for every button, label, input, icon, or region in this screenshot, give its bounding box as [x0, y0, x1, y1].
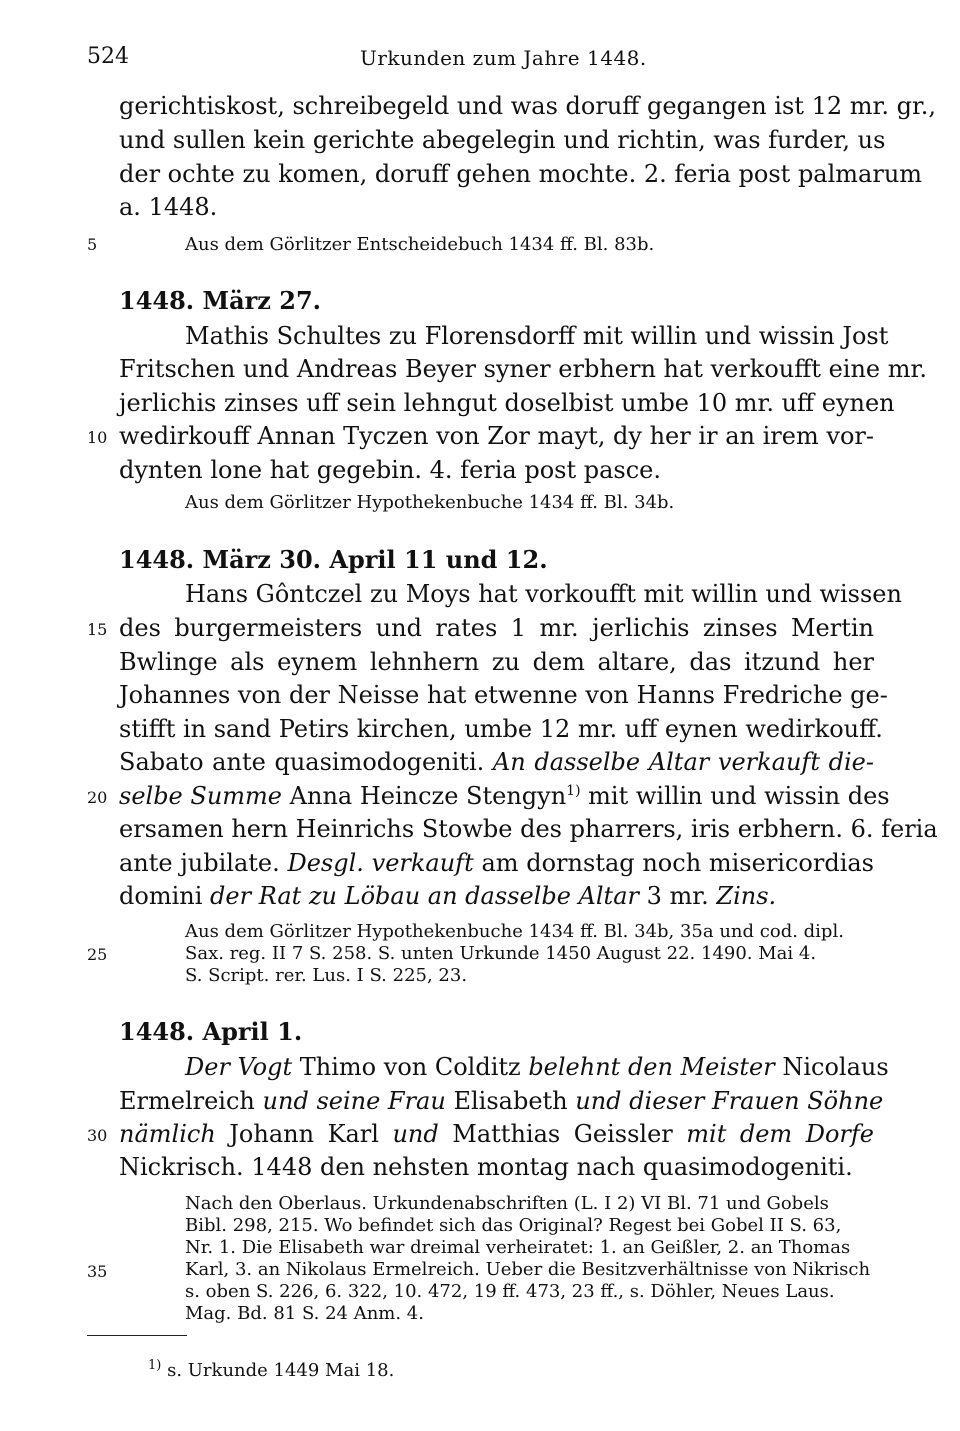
- line-number: 35: [87, 1262, 108, 1281]
- text-segment: nämlich: [119, 1120, 216, 1148]
- text-segment: Ermelreich: [119, 1087, 255, 1115]
- entry-heading: 1448. April 1.: [119, 1017, 303, 1046]
- text-segment: mit willin und wissin des: [588, 782, 890, 810]
- text-segment: Anna Heincze Stengyn: [289, 782, 567, 810]
- text-line: jerlichis zinses uff sein lehngut doselbist umbe 10 mr. uff eynen: [119, 389, 895, 417]
- text-segment: Thimo von Colditz: [299, 1053, 521, 1081]
- text-segment: 3 mr.: [646, 882, 709, 910]
- text-line: Hans Gôntczel zu Moys hat vorkoufft mit willin und wissen: [185, 580, 902, 608]
- text-segment: und: [392, 1120, 439, 1148]
- text-segment: Zins.: [716, 882, 777, 910]
- text-line: Fritschen und Andreas Beyer syner erbhern hat verkoufft eine mr.: [119, 355, 927, 383]
- text-segment: Sabato ante quasimodogeniti.: [119, 748, 485, 776]
- text-line: Johannes von der Neisse hat etwenne von Hanns Fredriche ge-: [119, 681, 888, 709]
- text-segment: und seine Frau: [262, 1087, 446, 1115]
- text-segment: belehnt den Meister: [528, 1053, 775, 1081]
- text-segment: Johann Karl: [229, 1120, 379, 1148]
- text-line: des burgermeisters und rates 1 mr. jerlichis zinses Mertin: [119, 614, 874, 642]
- entry-heading: 1448. März 30. April 11 und 12.: [119, 545, 548, 574]
- line-number: 5: [87, 235, 98, 254]
- text-segment: Der Vogt: [185, 1053, 293, 1081]
- source-note: Aus dem Görlitzer Entscheidebuch 1434 ff. Bl. 83b.: [185, 234, 655, 255]
- text-segment: und dieser Frauen Söhne: [575, 1087, 884, 1115]
- line-number: 15: [87, 620, 108, 639]
- text-line: Bwlinge als eynem lehnhern zu dem altare, das itzund her: [119, 648, 874, 676]
- line-number: 30: [87, 1126, 108, 1145]
- text-line: [119, 882, 874, 910]
- footnote: [148, 1358, 394, 1381]
- source-note: S. Script. rer. Lus. I S. 225, 23.: [185, 965, 468, 986]
- text-segment: am dornstag noch misericordias: [481, 849, 875, 877]
- running-title: Urkunden zum Jahre 1448.: [360, 46, 647, 70]
- text-line: [119, 782, 890, 810]
- footnote-marker: 1): [148, 1358, 162, 1373]
- line-number: 10: [87, 428, 108, 447]
- text-line: [119, 748, 874, 776]
- text-segment: Desgl. verkauft: [287, 849, 474, 877]
- source-note: Bibl. 298, 215. Wo befindet sich das Original? Regest bei Gobel II S. 63,: [185, 1215, 842, 1236]
- text-segment: An dasselbe Altar verkauft die-: [492, 748, 874, 776]
- source-note: Aus dem Görlitzer Hypothekenbuche 1434 ff. Bl. 34b, 35a und cod. dipl.: [185, 921, 844, 942]
- text-segment: der Rat zu Löbau an dasselbe Altar: [210, 882, 639, 910]
- source-note: Sax. reg. II 7 S. 258. S. unten Urkunde 1450 August 22. 1490. Mai 4.: [185, 943, 817, 964]
- text-segment: selbe Summe: [119, 782, 283, 810]
- text-line: [119, 1087, 884, 1115]
- text-line: gerichtiskost, schreibegeld und was doruff gegangen ist 12 mr. gr.,: [119, 92, 937, 120]
- text-line: wedirkouff Annan Tyczen von Zor mayt, dy her ir an irem vor-: [119, 422, 874, 450]
- text-line: ersamen hern Heinrichs Stowbe des pharrers, iris erbhern. 6. feria: [119, 815, 938, 843]
- text-line: [185, 1053, 889, 1081]
- text-line: a. 1448.: [119, 193, 218, 221]
- source-note: Karl, 3. an Nikolaus Ermelreich. Ueber die Besitzverhältnisse von Nikrisch: [185, 1259, 871, 1280]
- footnote-text: s. Urkunde 1449 Mai 18.: [167, 1360, 395, 1381]
- text-line: dynten lone hat gegebin. 4. feria post pasce.: [119, 456, 662, 484]
- text-line: stifft in sand Petirs kirchen, umbe 12 mr. uff eynen wedirkouff.: [119, 715, 883, 743]
- text-line: [119, 1120, 874, 1148]
- source-note: Nr. 1. Die Elisabeth war dreimal verheiratet: 1. an Geißler, 2. an Thomas: [185, 1237, 851, 1258]
- line-number: 25: [87, 945, 108, 964]
- text-line: Mathis Schultes zu Florensdorff mit willin und wissin Jost: [185, 322, 889, 350]
- source-note: s. oben S. 226, 6. 322, 10. 472, 19 ff. 473, 23 ff., s. Döhler, Neues Laus.: [185, 1281, 835, 1302]
- text-segment: domini: [119, 882, 203, 910]
- line-number: 20: [87, 788, 108, 807]
- source-note: Nach den Oberlaus. Urkundenabschriften (L. I 2) VI Bl. 71 und Gobels: [185, 1193, 829, 1214]
- footnote-rule: [87, 1335, 187, 1336]
- page-number: 524: [87, 44, 129, 69]
- source-note: Aus dem Görlitzer Hypothekenbuche 1434 ff. Bl. 34b.: [185, 492, 675, 513]
- entry-heading: 1448. März 27.: [119, 286, 322, 315]
- text-segment: Elisabeth: [453, 1087, 568, 1115]
- text-segment: Matthias Geissler: [452, 1120, 673, 1148]
- text-line: und sullen kein gerichte abegelegin und richtin, was furder, us: [119, 126, 886, 154]
- text-segment: ante jubilate.: [119, 849, 280, 877]
- source-note: Mag. Bd. 81 S. 24 Anm. 4.: [185, 1303, 424, 1324]
- footnote-reference: 1): [566, 783, 581, 799]
- text-line: der ochte zu komen, doruff gehen mochte. 2. feria post palmarum: [119, 160, 923, 188]
- text-segment: mit dem Dorfe: [686, 1120, 874, 1148]
- text-segment: Nicolaus: [782, 1053, 889, 1081]
- text-line: Nickrisch. 1448 den nehsten montag nach quasimodogeniti.: [119, 1153, 853, 1181]
- text-line: [119, 849, 874, 877]
